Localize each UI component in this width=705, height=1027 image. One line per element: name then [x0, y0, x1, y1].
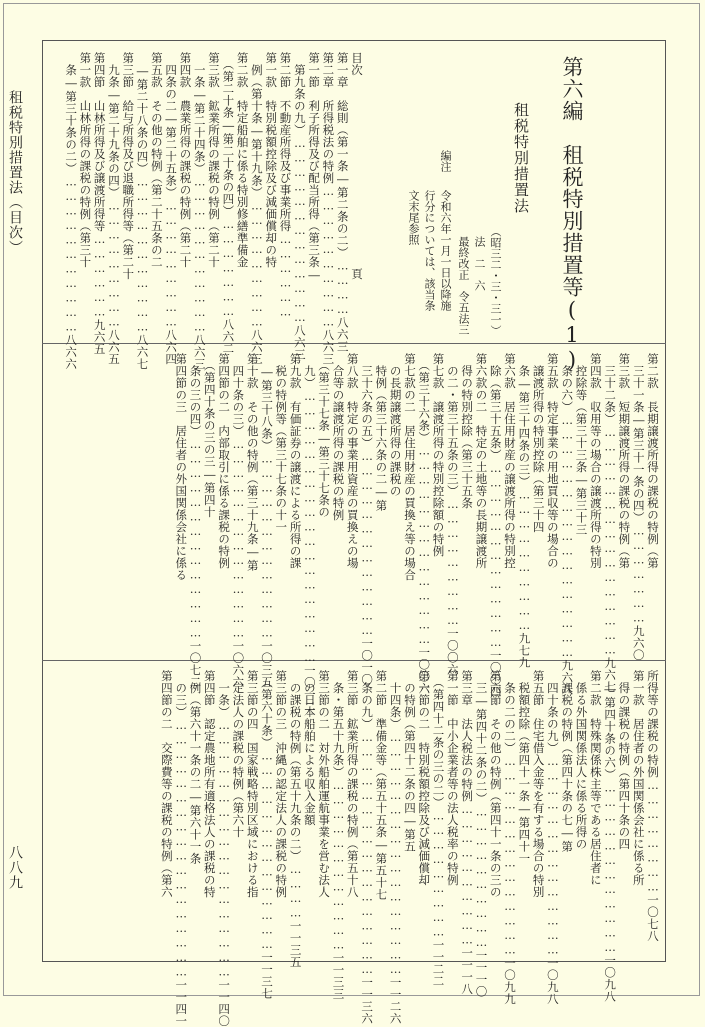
side-running-title: 租税特別措置法（目次）: [7, 90, 23, 255]
bottom-band: [42, 660, 666, 1027]
middle-band: [42, 343, 666, 713]
editorial-note-line-1: 令和六年一月一日以降施: [439, 190, 452, 311]
part-title: 第六編 租税特別措置等(1): [560, 56, 584, 373]
toc-bottom-column: 所得等の課税の特例……………………一〇七八 第一款 居住者の外国関係会社に係る所 得の課税の特例（第四十条の四 ―第四十条の六）………………………………一〇九八 第二款 特殊関係株主等である居住者に 係る外国関係法人に係る所得の 課税の特例（第四十条の七―第 四十条の九）……………………………………一〇九八 第五節 住宅借入金等を有する場合の特別 税額控除（第四十一条―第四十一 条の二の二）……………………………………一〇九九 第六節 その他の特例（第四十一条の三の 三―第四十二条の二）…………………………一一一〇 第三章 法人税法の特例…………………………一一一八 第一節 中小企業者等の法人税率の特例 （第四十二条の三の二）………………………一一二二 第一節の二 特別税額控除及び減価償却 の特例（第四十二条の四―第五 十四条）……………………………………………一一二六 第二節 準備金等（第五十五条―第五十七 条の九）……………………………………………一一三六 第三節 鉱業所得の課税の特例（第五十八 条・第五十九条）………………………………一一三三 第三節の二 対外船舶運航事業を営む法人 の日本船舶による収入金額 の課税の特例（第五十九条の二）…………一一三五 第三節の三 沖縄の認定法人の課税の特例 （第六十条）……………………………………一一三七 第三節の四 国家戦略特別区域における指 定法人の課税の特例（第六十 一条）………………………………………………一一四〇 第四節 認定農地所有適格法人の課税の特 例（第六十一条の二―第六十一条 の三）………………………………………………一一四一 第四節の二 交際費等の課税の特例（第六: [159, 670, 660, 1027]
editorial-note-line-3: 文末尾参照: [407, 190, 420, 245]
top-band: [42, 40, 666, 373]
page-number: 八八九: [7, 845, 23, 890]
law-no: 法 二 六: [473, 236, 486, 291]
law-amendment: 最終改正 令五法三: [457, 236, 470, 335]
toc-middle-column: 第二款 長期譲渡所得の課税の特例（第 三十一条―第三十一条の四）…………………九六〇 第三款 短期譲渡所得の課税の特例（第 三十二条）…………………………………………九六七 第四款 収用等の場合の譲渡所得の特別 控除等（第三十三条―第三十三 条の六）……………………………………………九六八 第五款 特定事業の用地買収等の場合の 譲渡所得の特別控除（第三十四 条―第三十四条の三）…………………………九七九 第六款 居住用財産の譲渡所得の特別控 除（第三十五条）…………………………………一〇〇四 第六款の二 特定の土地等の長期譲渡所 得の特別控除（第三十五条 の二・第三十五条の三）………………………一〇〇六 第七款 譲渡所得の特別控除額の特例 （第三十六条）……………………………………一〇〇六 第七款の二 居住用財産の買換え等の場合 の長期譲渡所得の課税の 特例（第三十六条の二―第 三十六条の五）…………………………………一〇一〇 第八款 特定の事業用資産の買換えの場 合等の譲渡所得の課税の特例 （第三十七条―第三十七条の 九）…………………………………………………一〇一二 第九款 有価証券の譲渡による所得の課 税の特例等（第三十七条の十一 ―第三十八条）…………………………………一〇三五 第十款 その他の特例（第三十九条―第 四十条の三）……………………………………一〇六六 第四節の二 内部取引に係る課税の特例 （第四十条の三の三―第四十 条の三の四）……………………………………一〇七二 第四節の三 居住者の外国関係会社に係る: [174, 353, 660, 713]
law-title: 租税特別措置法: [512, 102, 530, 214]
toc-top-column: 目次 頁 第一章 総則（第一条―第二条の二）…………八六三 第二章 所得税法の特例…………………………八六三 第一節 利子所得及び配当所得（第三条― 第九条の九）…………………………………八六三 第二節 不動産所得及び事業所得……………… 第一款 特別税額控除及び減価償却の特 例（第十条―第十九条）………………………八六三 第二款 特定船舶に係る特別修繕準備金 （第二十条―第二十条の四）…………………八六二 第三款 鉱業所得の課税の特例（第二十 一条―第二十四条）……………………………八六三 第四款 農業所得の課税の特例（第二十 四条の二―第二十五条）………………………八六四 第五款 その他の特例（第二十五条の二 ―第二十八条の四）……………………………八六七 第三節 給与所得及び退職所得等（第二十 九条―第二十九条の四）………………………八六五 第四節 山林所得及び譲渡所得等………………九六五 第一款 山林所得の課税の特例（第三十 条―第三十条の二）……………………………八六六: [64, 52, 364, 370]
law-number: （昭三二・三・三一）: [489, 226, 502, 336]
editorial-note-label: 編注: [439, 150, 452, 172]
editorial-note-line-2: 行分については、該当条: [423, 190, 436, 311]
